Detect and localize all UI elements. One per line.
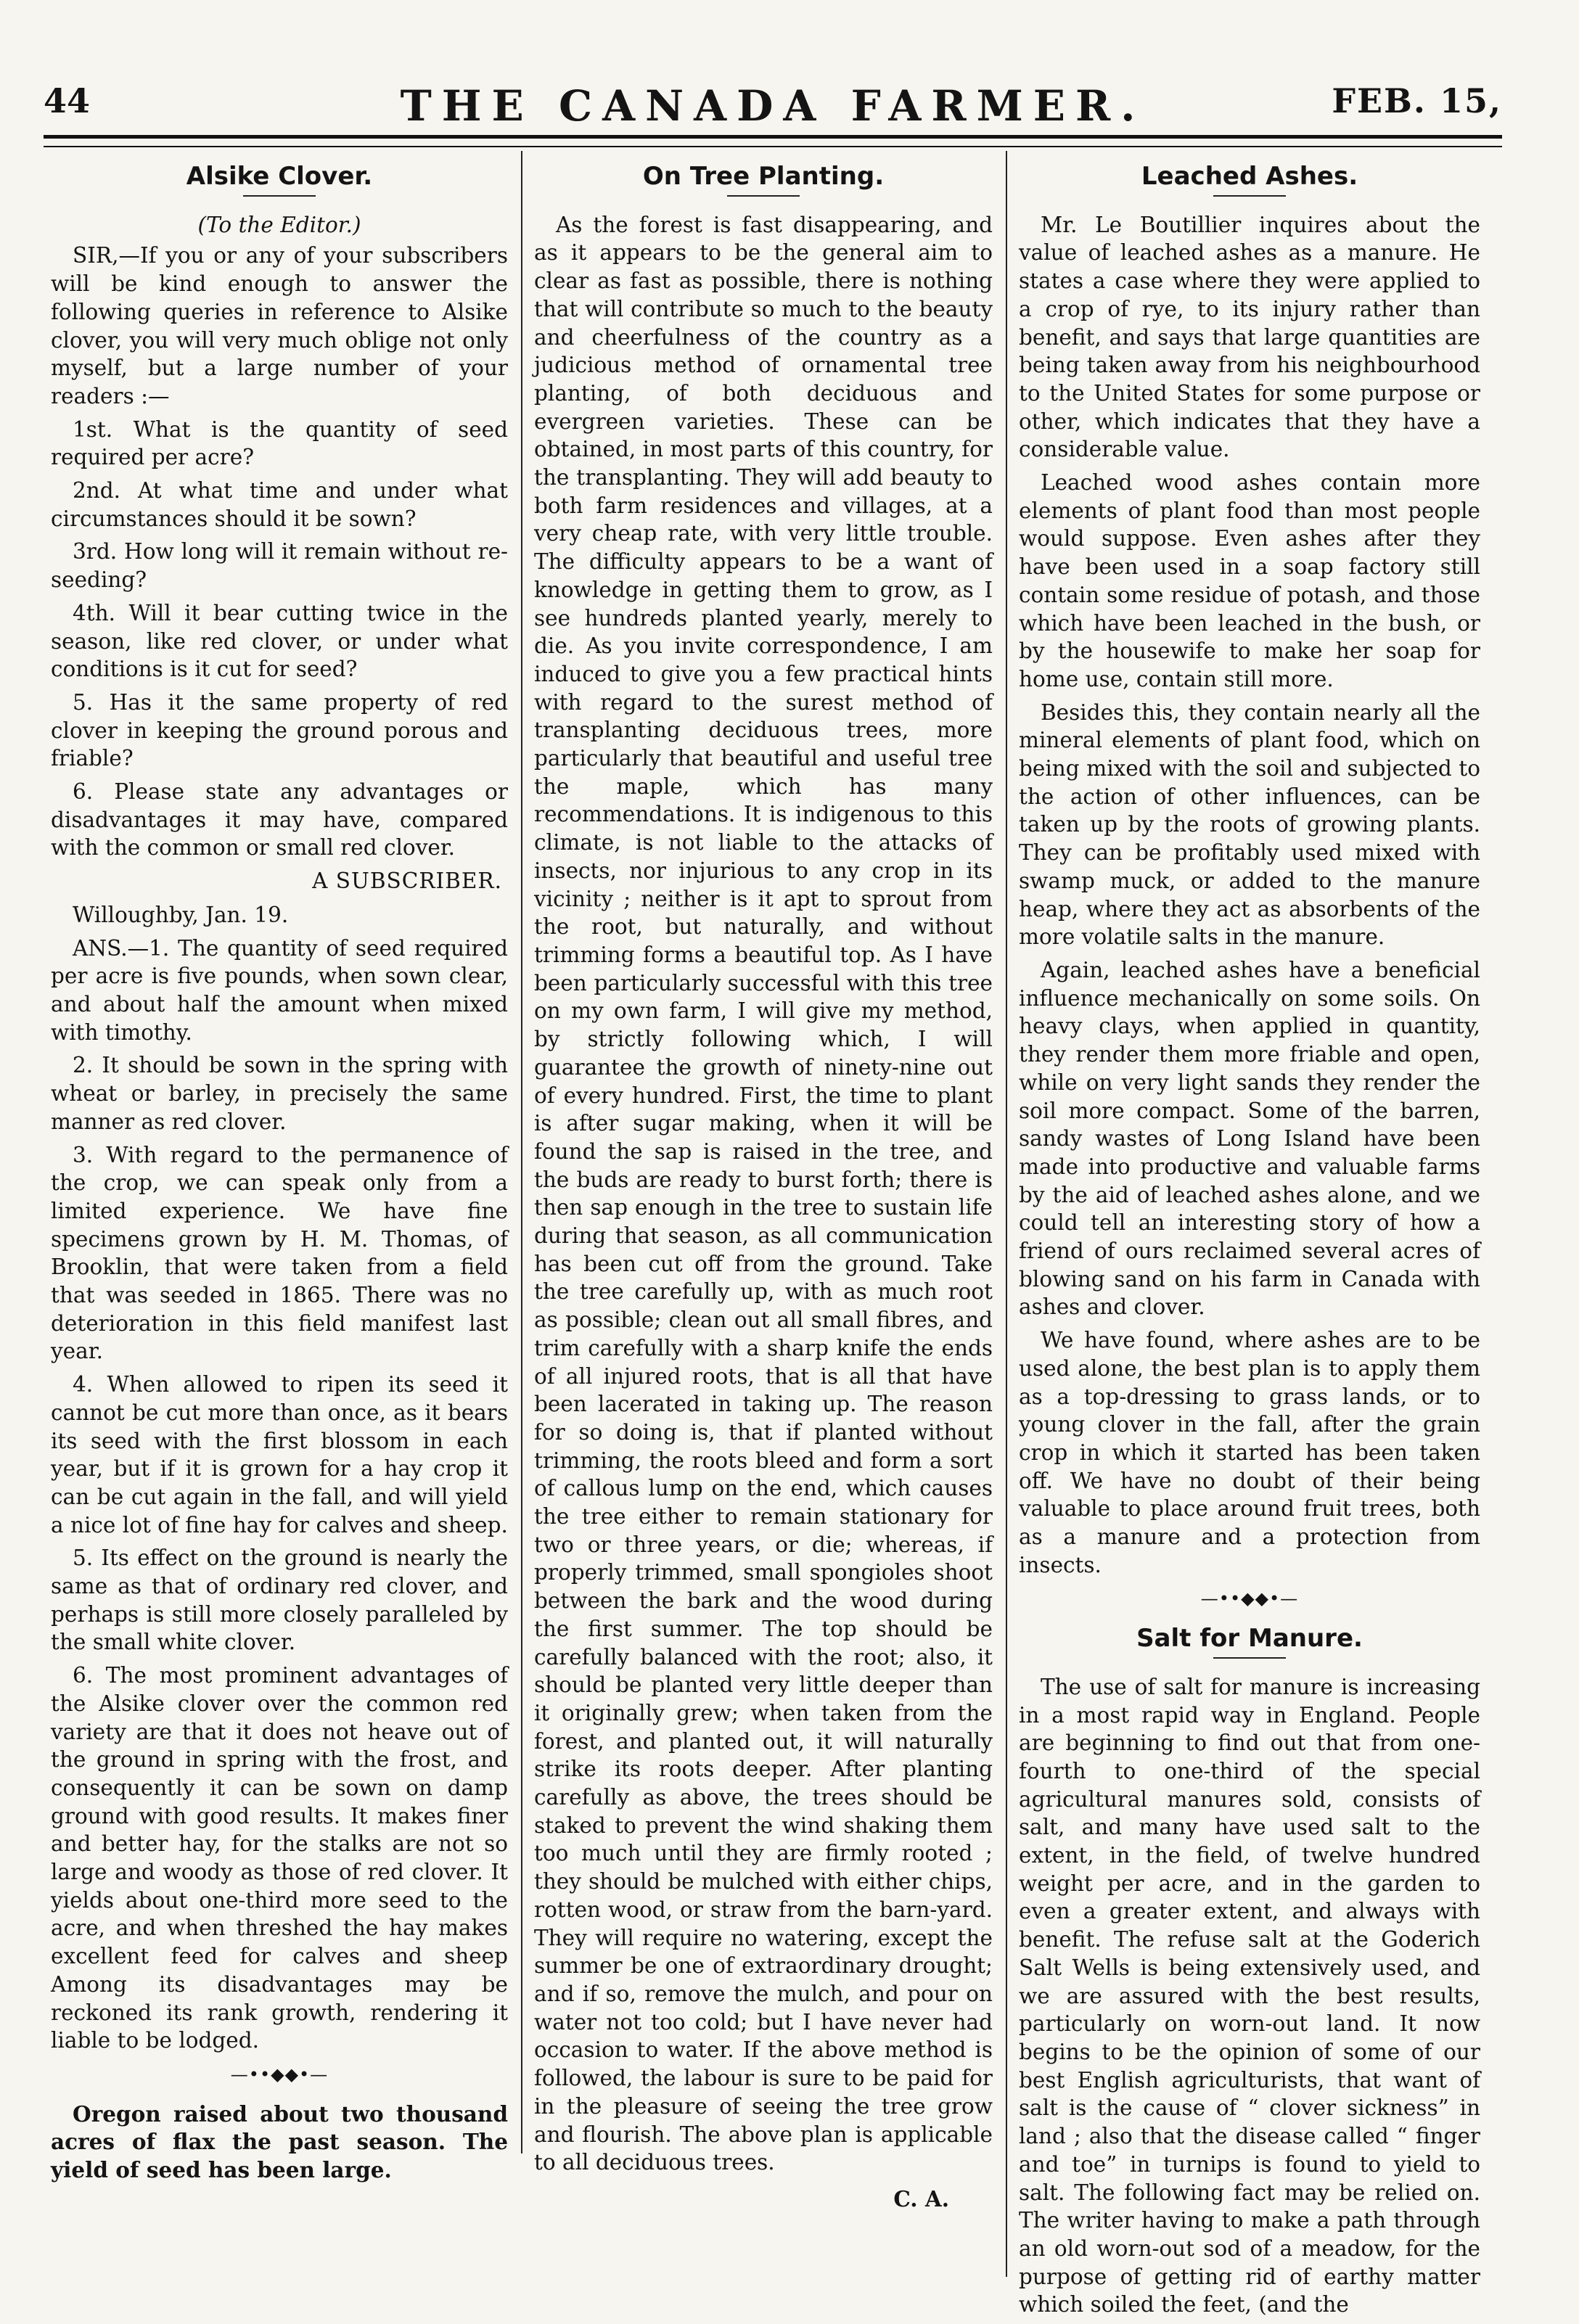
leached-ashes-para-4: Again, leached ashes have a beneficial influence mechanically on some soils. On heavy clays, when applied in quantity, they render them more friable and open, while on very light sands they render the soil more compact. Some of the barren, sandy wastes of Long Island have been made into productive and valuable farms by the aid of leached ashes alone, and we could tell an interesting story of how a friend of ours reclaimed several acres of blowing sand on his farm in Canada with ashes and clover. (1019, 957, 1480, 1320)
to-editor-line: (To the Editor.) (197, 212, 361, 237)
answer-6: 6. The most prominent advantages of the Alsike clover over the common red variety are that it does not heave out of the ground in spring with the frost, and consequently it can be sown on damp ground with good results. It makes finer and better hay, for the stalks are not so large and woody as those of red clover. It yields about one-third more seed to the acre, and when threshed the hay makes excellent feed for calves and sheep Among its disadvantages may be reckoned its rank growth, rendering it liable to be lodged. (51, 1663, 508, 2053)
masthead-rule (44, 135, 1502, 147)
salt-for-manure-body: The use of salt for manure is increasing in a most rapid way in England. People are beginning to find out that from one-fourth to one-third of the special agricultural manures sold, consists of salt, and many have used salt to the extent, in the field, of twelve hundred weight per acre, and in the garden to even a greater extent, and always with benefit. The refuse salt at the Goderich Salt Wells is being extensively used, and we are assured with the best results, particularly on worn-out land. It now begins to be the opinion of some of our best English agriculturists, that want of salt is the cause of “ clover sickness” in land ; also that the disease called “ finger and toe” in turnips is found to yield to salt. The following fact may be relied on. The writer having to make a path through an old worn-out sod of a meadow, for the purpose of getting rid of earthy matter which soiled the feet, (and the (1019, 1674, 1480, 2317)
leached-ashes-para-2: Leached wood ashes contain more elements of plant food than most people would suppose. Even ashes after they have been used in a soap factory still contain some residue of potash, and those which have been leached in the bush, or by the housewife to make her soap for home use, contain still more. (1019, 470, 1480, 691)
tree-planting-body: As the forest is fast disappearing, and as it appears to be the general aim to clear as fast as possible, there is nothing that will contribute so much to the beauty and cheerfulness of the country as a judicious method of ornamental tree planting, of both deciduous and evergreen varieties. These can be obtained, in most parts of this country, for the transplanting. They will add beauty to both farm residences and villages, at a very cheap rate, with very little trouble. The difficulty appears to be a want of knowledge in getting them to grow, as I see hundreds planted yearly, merely to die. As you invite correspondence, I am induced to give you a few practical hints with regard to the surest method of transplanting deciduous trees, more particularly that beautiful and useful tree the maple, which has many recommendations. It is indigenous to this climate, is not liable to the attacks of insects, nor injurious to any crop in its vicinity ; neither is it apt to sprout from the root, but naturally, and without trimming forms a beautiful top. As I have been particularly successful with this tree on my own farm, I will give my method, by strictly following which, I will guarantee the growth of ninety-nine out of every hundred. First, the time to plant is after sugar making, when it will be found the sap is raised in the tree, and the buds are ready to burst forth; there is then sap enough in the tree to sustain life during that season, as all communication has been cut off from the ground. Take the tree carefully up, with as much root as possible; clean out all small fibres, and trim carefully with a sharp knife the ends of all injured roots, that is all that have been lacerated in taking up. The reason for so doing is, that if planted without trimming, the roots bleed and form a sort of callous lump on the end, which causes the tree either to remain stationary for two or three years, or die; whereas, if properly trimmed, small spongioles shoot between the bark and the wood during the first summer. The top should be carefully balanced with the root; also, it should be planted very little deeper than it originally grew; when taken from the forest, and planted out, it will naturally strike its roots deeper. After planting carefully as above, the trees should be staked to prevent the wind shaking them too much until they are firmly rooted ; they should be mulched with either chips, rotten wood, or straw from the barn-yard. They will require no watering, except the summer be one of extraordinary drought; and if so, remove the mulch, and pour on water not too cold; but I have never had occasion to water. If the above method is followed, the labour is sure to be paid for in the pleasure of seeing the tree grow and flourish. The above plan is applicable to all deciduous trees. (534, 212, 993, 2175)
query-1: 1st. What is the quantity of seed required per acre? (51, 416, 508, 470)
column-alsike-clover (51, 152, 508, 2190)
article-heading-leached-ashes: Leached Ashes. (1141, 162, 1358, 191)
author-initials: C. A. (893, 2185, 949, 2212)
page-number: 44 (44, 81, 91, 120)
section-ornament: —••◆◆•— (230, 2064, 329, 2085)
query-4: 4th. Will it bear cutting twice in the season, like red clover, or under what conditions is it cut for seed? (51, 600, 508, 682)
heading-rule (243, 195, 316, 197)
newspaper-title: THE CANADA FARMER. (400, 81, 1146, 131)
answer-5: 5. Its effect on the ground is nearly the same as that of ordinary red clover, and perhaps is still more closely paralleled by the small white clover. (51, 1545, 508, 1655)
answer-3: 3. With regard to the permanence of the crop, we can speak only from a limited experience. We have fine specimens grown by H. M. Thomas, of Brooklin, that were taken from a field that was seeded in 1865. There was no deterioration in this field manifest last year. (51, 1142, 508, 1364)
answer-4: 4. When allowed to ripen its seed it cannot be cut more than once, as it bears its seed with the first blossom in each year, but if it is grown for a hay crop it can be cut again in the fall, and will yield a nice lot of fine hay for calves and sheep. (51, 1372, 508, 1537)
letter-intro: SIR,—If you or any of your subscribers will be kind enough to answer the following queries in reference to Alsike clover, you will very much oblige not only myself, but a large number of your readers :— (51, 243, 508, 408)
letter-dateline: Willoughby, Jan. 19. (73, 902, 289, 927)
leached-ashes-para-5: We have found, where ashes are to be used alone, the best plan is to apply them as a top-dressing to grass lands, or to young clover in the fall, after the grain crop in which it started has been taken off. We have no doubt of their being valuable to place around fruit trees, both as a manure and a protection from insects. (1019, 1328, 1480, 1577)
letter-signature: A SUBSCRIBER. (312, 869, 502, 894)
leached-ashes-para-3: Besides this, they contain nearly all the mineral elements of plant food, which on being mixed with the soil and subjected to the action of other influences, can be taken up by the roots of growing plants. They can be profitably used mixed with swamp muck, or added to the manure heap, where they act as absorbents of the more volatile salts in the manure. (1019, 699, 1480, 950)
column-leached-ashes (1019, 152, 1480, 2324)
article-heading-alsike-clover: Alsike Clover. (186, 162, 373, 191)
masthead (44, 81, 1502, 139)
article-heading-tree-planting: On Tree Planting. (642, 162, 885, 191)
heading-rule (727, 195, 800, 197)
issue-date: FEB. 15, (1332, 81, 1502, 120)
heading-rule (1213, 195, 1286, 197)
article-heading-salt-for-manure: Salt for Manure. (1136, 1624, 1363, 1654)
query-6: 6. Please state any advantages or disadvantages it may have, compared with the common or small red clover. (51, 779, 508, 861)
section-ornament: —••◆◆•— (1200, 1588, 1299, 1609)
leached-ashes-para-1: Mr. Le Boutillier inquires about the value of leached ashes as a manure. He states a case where they were applied to a crop of rye, to its injury rather than benefit, and says that large quantities are being taken away from his neighbourhood to the United States for some purpose or other, which indicates that they have a considerable value. (1019, 212, 1480, 462)
query-5: 5. Has it the same property of red clover in keeping the ground porous and friable? (51, 689, 508, 771)
query-3: 3rd. How long will it remain without re-seeding? (51, 539, 508, 593)
answer-2: 2. It should be sown in the spring with wheat or barley, in precisely the same manner as red clover. (51, 1053, 508, 1134)
answer-1: ANS.—1. The quantity of seed required per acre is five pounds, when sown clear, and about half the amount when mixed with timothy. (51, 935, 508, 1045)
column-divider-1 (521, 151, 522, 2153)
query-2: 2nd. At what time and under what circumstances should it be sown? (51, 478, 508, 531)
column-tree-planting (534, 152, 993, 2214)
heading-rule (1213, 1657, 1286, 1659)
oregon-flax-note: Oregon raised about two thousand acres of flax the past season. The yield of seed has been large. (51, 2101, 508, 2183)
column-divider-2 (1006, 151, 1007, 2277)
